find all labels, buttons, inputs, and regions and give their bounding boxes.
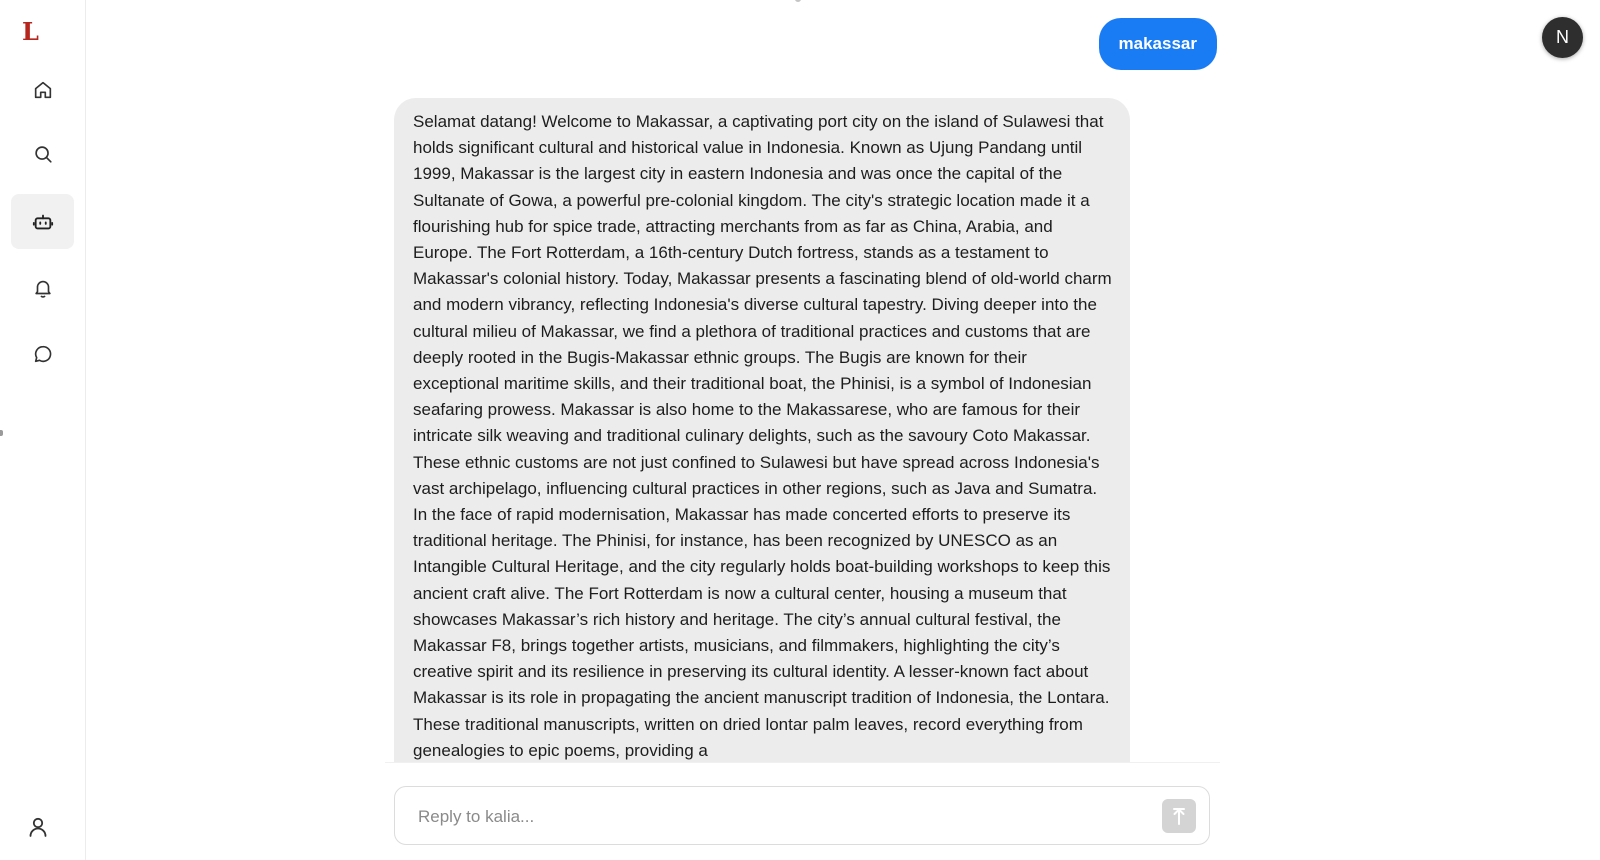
chat-icon	[32, 343, 54, 365]
reply-input[interactable]	[416, 801, 1140, 833]
assistant-message: Selamat datang! Welcome to Makassar, a captivating port city on the island of Sulawesi that holds significant cultural and historical value in Indonesia. Known as Ujung Pandang until 1999, Makassar is the largest city in eastern Indonesia and was once the capital of the Sultanate of Gowa, a powerful pre-colonial kingdom. The city's strategic location made it a flourishing hub for spice trade, attracting merchants from as far as China, Arabia, and Europe. The Fort Rotterdam, a 16th-century Dutch fortress, stands as a testament to Makassar's colonial history. Today, Makassar presents a fascinating blend of old-world charm and modern vibrancy, reflecting Indonesia's diverse cultural tapestry. Diving deeper into the cultural milieu of Makassar, we find a plethora of traditional practices and customs that are deeply rooted in the Bugis-Makassar ethnic groups. The Bugis are known for their exceptional maritime skills, and their traditional boat, the Phinisi, is a symbol of Indonesian seafaring prowess. Makassar is also home to the Makassarese, who are famous for their intricate silk weaving and traditional culinary delights, such as the savoury Coto Makassar. These ethnic customs are not just confined to Sulawesi but have spread across Indonesia's vast archipelago, influencing cultural practices in other regions, such as Java and Sumatra. In the face of rapid modernisation, Makassar has made concerted efforts to preserve its traditional heritage. The Phinisi, for instance, has been recognized by UNESCO as an Intangible Cultural Heritage, and the city regularly holds boat-building workshops to keep this ancient craft alive. The Fort Rotterdam is now a cultural center, housing a museum that showcases Makassar’s rich history and heritage. The city’s annual cultural festival, the Makassar F8, brings together artists, musicians, and filmmakers, highlighting the city’s creative spirit and its resilience in preserving its cultural identity. A lesser-known fact about Makassar is its role in propagating the ancient manuscript tradition of Indonesia, the Lontara. These traditional manuscripts, written on dried lontar palm leaves, record everything from genealogies to epic poems, providing a	[394, 98, 1130, 763]
sidebar-item-messages[interactable]	[11, 326, 74, 381]
sidebar-item-search[interactable]	[11, 126, 74, 181]
sidebar-item-bot[interactable]	[11, 194, 74, 249]
composer-divider	[385, 762, 1220, 763]
profile-button[interactable]	[24, 813, 52, 841]
home-icon	[32, 79, 54, 101]
bot-icon	[32, 211, 54, 233]
app-logo[interactable]: L	[22, 17, 39, 46]
chat-thread	[85, 0, 1217, 763]
arrow-up-icon	[1171, 806, 1187, 826]
reply-composer	[394, 786, 1210, 845]
sidebar	[0, 0, 86, 860]
sidebar-item-home[interactable]	[11, 62, 74, 117]
panel-resize-handle[interactable]	[0, 430, 3, 436]
user-message: makassar	[1099, 18, 1217, 70]
bell-icon	[32, 277, 54, 299]
user-icon	[26, 815, 50, 839]
search-icon	[32, 143, 54, 165]
scroll-indicator	[795, 0, 801, 2]
avatar[interactable]: N	[1542, 17, 1583, 58]
sidebar-item-notifications[interactable]	[11, 260, 74, 315]
send-button[interactable]	[1162, 799, 1196, 833]
